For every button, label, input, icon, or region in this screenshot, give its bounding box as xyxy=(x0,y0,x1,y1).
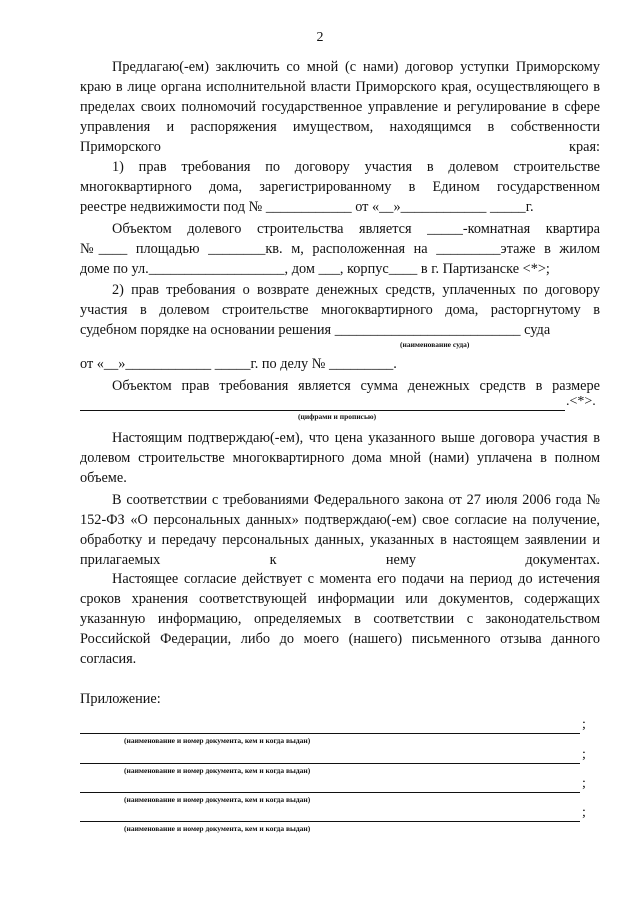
attachment-line-4 xyxy=(80,821,580,822)
item-1-line-3: реестре недвижимости под № ____________ от «__»____________ _____г. xyxy=(80,199,534,215)
object-1-line-3: доме по ул.___________________, дом ___, корпус____ в г. Партизанске <*>; xyxy=(80,261,550,277)
paragraph-consent: Настоящее согласие действует с момента его подачи на период до истечения сроков хранения соответствующей информации или документов, содержащих указанную информацию, определяемых в соответствии с законодательством Российской Федерации, либо до моего (нашего) письменного отзыва данного согласия. xyxy=(80,571,600,667)
page-number: 2 xyxy=(316,30,324,45)
paragraph-personal-data: В соответствии с требованиями Федерального закона от 27 июля 2006 года № 152-ФЗ «О персональных данных» подтверждаю(-ем) свое согласие на получение, обработку и передачу персональных данных, указанных в настоящем заявлении и прилагаемых к нему документах. xyxy=(80,492,600,568)
item-2-line-3: судебном порядке на основании решения __________________________ суда xyxy=(80,322,551,338)
object-2-line: Объектом прав требования является сумма денежных средств в размере xyxy=(112,378,600,394)
item-2-line-2: участия в долевом строительстве многоквартирного дома, расторгнутому в xyxy=(80,302,600,318)
attachment-semicolon-1: ; xyxy=(582,717,586,732)
amount-caption: (цифрами и прописью) xyxy=(298,412,377,421)
attachments-title: Приложение: xyxy=(80,691,161,707)
amount-line xyxy=(80,410,565,411)
object-1-line-1: Объектом долевого строительства является _____-комнатная квартира xyxy=(112,221,600,237)
attachment-caption-2: (наименование и номер документа, кем и когда выдан) xyxy=(124,766,311,775)
attachment-line-3 xyxy=(80,792,580,793)
attachment-line-1 xyxy=(80,733,580,734)
item-2-line-1: 2) прав требования о возврате денежных средств, уплаченных по договору xyxy=(112,282,600,298)
paragraph-proposal: Предлагаю(-ем) заключить со мной (с нами) договор уступки Приморскому краю в лице органа исполнительной власти Приморского края, осуществляющего в пределах своих полномочий государственное управление и регулирование в сфере управления и распоряжения имуществом, находящимся в собственности Приморского края: xyxy=(80,59,600,155)
attachment-caption-3: (наименование и номер документа, кем и когда выдан) xyxy=(124,795,311,804)
attachment-semicolon-4: ; xyxy=(582,805,586,820)
attachment-caption-1: (наименование и номер документа, кем и когда выдан) xyxy=(124,736,311,745)
attachment-semicolon-3: ; xyxy=(582,776,586,791)
object-1-line-2: №____ площадью ________кв. м, расположенная на _________этаже в жилом xyxy=(80,241,600,257)
item-1-line-2: многоквартирного дома, зарегистрированному в Едином государственном xyxy=(80,179,600,195)
attachment-line-2 xyxy=(80,763,580,764)
attachment-semicolon-2: ; xyxy=(582,747,586,762)
court-caption: (наименование суда) xyxy=(400,340,470,349)
item-2-date-line: от «__»____________ _____г. по делу № _________. xyxy=(80,356,397,372)
attachment-caption-4: (наименование и номер документа, кем и когда выдан) xyxy=(124,824,311,833)
item-1-line-1: 1) прав требования по договору участия в долевом строительстве xyxy=(112,159,600,175)
paragraph-confirm: Настоящим подтверждаю(-ем), что цена указанного выше договора участия в долевом строительстве многоквартирного дома мной (нами) уплачена в полном объеме. xyxy=(80,430,600,486)
amount-suffix: .<*>. xyxy=(566,394,596,409)
